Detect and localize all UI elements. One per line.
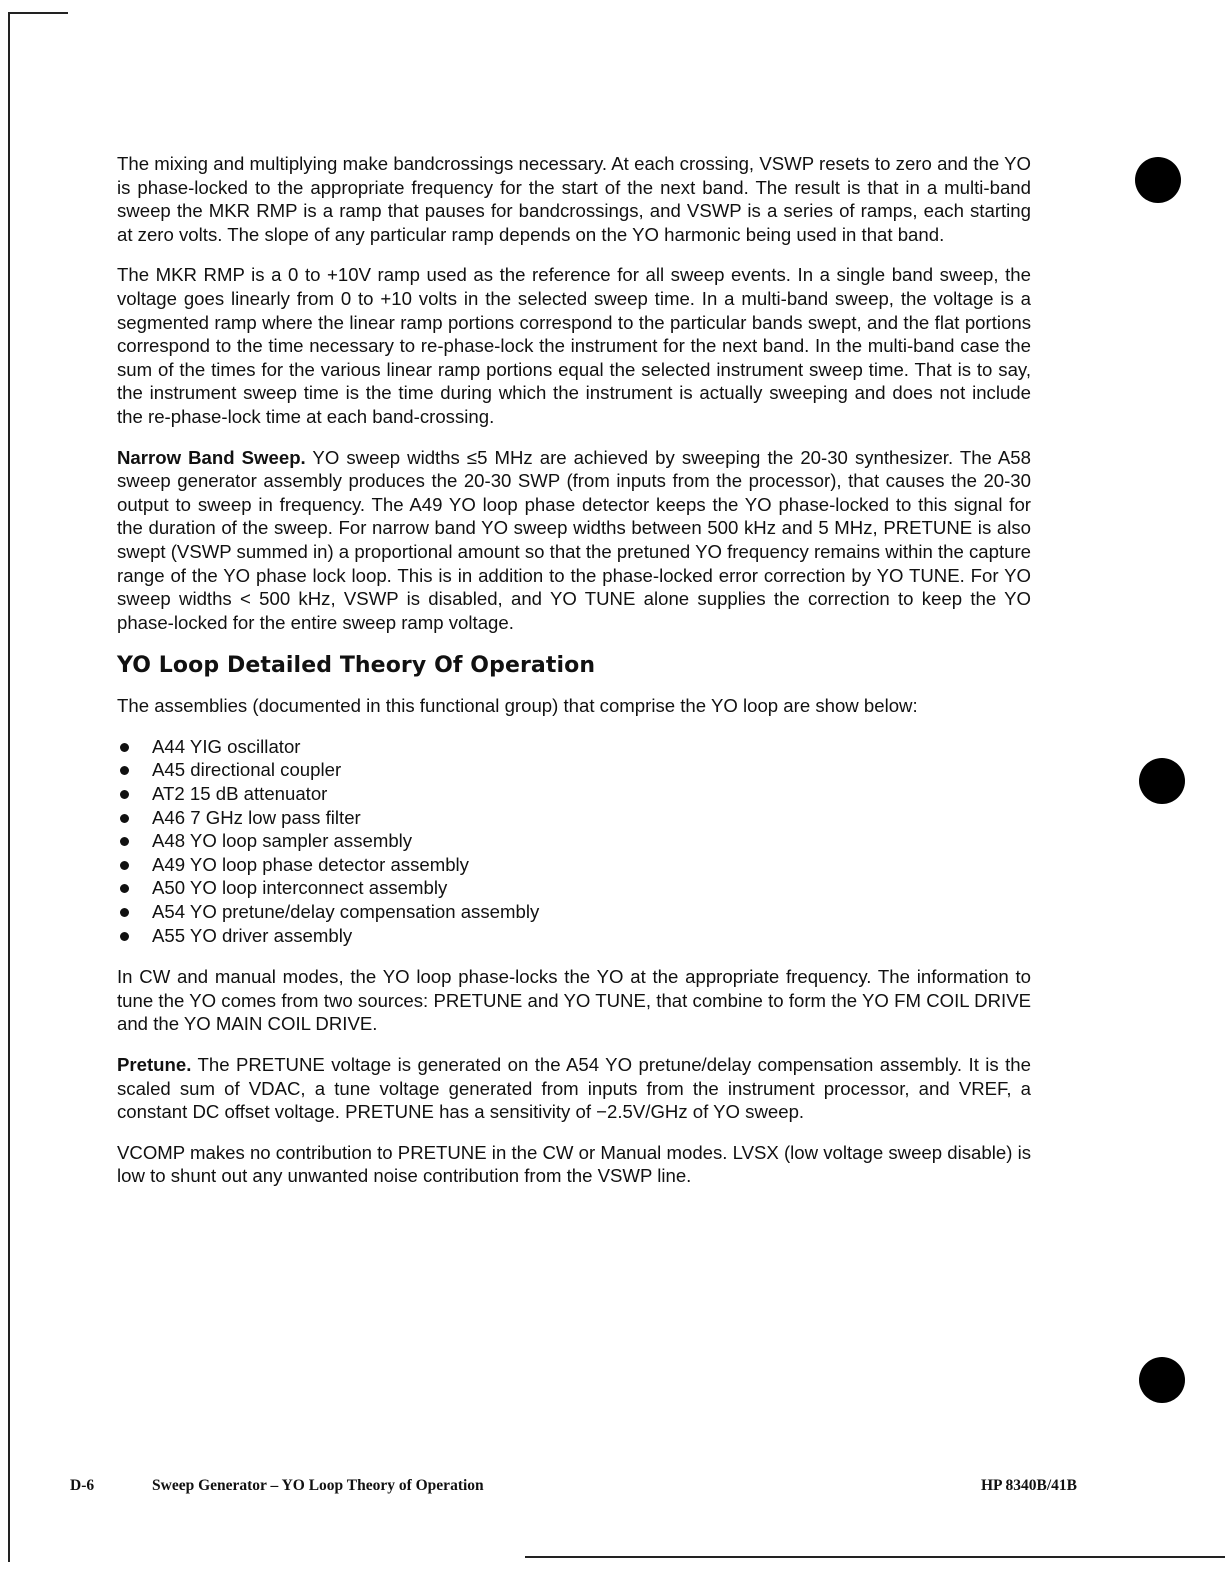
list-item-label: A50 YO loop interconnect assembly bbox=[152, 877, 448, 899]
pretune-text: The PRETUNE voltage is generated on the A54 YO pretune/delay compensation assembly. It is the scaled sum of VDAC, a tune voltage generated from inputs from the instrument processor, and VREF, a constant DC offset voltage. PRETUNE has a sensitivity of −2.5V/GHz of YO sweep. bbox=[117, 1054, 1031, 1123]
footer-model-number: HP 8340B/41B bbox=[980, 1477, 1077, 1494]
bullet-icon bbox=[120, 814, 129, 823]
bullet-icon bbox=[120, 932, 129, 941]
paragraph-bandcrossings: The mixing and multiplying make bandcrossings necessary. At each crossing, VSWP resets to zero and the YO is phase-locked to the appropriate frequency for the start of the next band. The result is that in a multi-band sweep the MKR RMP is a ramp that pauses for bandcrossings, and VSWP is a series of ramps, each starting at zero volts. The slope of any particular ramp depends on the YO harmonic being used in that band. bbox=[117, 153, 1031, 245]
bullet-icon bbox=[120, 861, 129, 870]
list-item bbox=[117, 876, 1031, 900]
list-item-label: AT2 15 dB attenuator bbox=[152, 783, 328, 805]
binder-punch-hole-middle bbox=[1139, 758, 1185, 804]
scan-corner-top-rule bbox=[8, 12, 68, 14]
list-item bbox=[117, 758, 1031, 782]
narrow-band-text: YO sweep widths ≤5 MHz are achieved by sweeping the 20-30 synthesizer. The A58 sweep generator assembly produces the 20-30 SWP (from inputs from the processor), that causes the 20-30 output to sweep in frequency. The A49 YO loop phase detector keeps the YO phase-locked to this signal for the duration of the sweep. For narrow band YO sweep widths between 500 kHz and 5 MHz, PRETUNE is also swept (VSWP summed in) a proportional amount so that the pretuned YO frequency remains within the capture range of the YO phase lock loop. This is in addition to the phase-locked error correction by YO TUNE. For YO sweep widths < 500 kHz, VSWP is disabled, and YO TUNE alone supplies the correction to keep the YO phase-locked for the entire sweep ramp voltage. bbox=[117, 446, 1031, 633]
list-item-label: A49 YO loop phase detector assembly bbox=[152, 853, 469, 875]
section-heading: YO Loop Detailed Theory Of Operation bbox=[117, 653, 596, 679]
list-item bbox=[117, 853, 1031, 877]
list-item-label: A46 7 GHz low pass filter bbox=[152, 806, 361, 828]
footer-page-number: D-6 bbox=[70, 1477, 95, 1494]
bullet-icon bbox=[120, 837, 129, 846]
paragraph-cw-manual-modes: In CW and manual modes, the YO loop phase-locks the YO at the appropriate frequency. The information to tune the YO comes from two sources: PRETUNE and YO TUNE, that combine to form the YO FM COIL DRIVE and the YO MAIN COIL DRIVE. bbox=[117, 966, 1031, 1035]
list-item bbox=[117, 735, 1031, 759]
run-in-heading-narrow-band: Narrow Band Sweep. bbox=[117, 446, 306, 468]
list-item bbox=[117, 782, 1031, 806]
bullet-icon bbox=[120, 766, 129, 775]
list-item bbox=[117, 900, 1031, 924]
scan-left-edge-rule bbox=[8, 12, 10, 1562]
paragraph-pretune bbox=[117, 1053, 1031, 1124]
run-in-heading-pretune: Pretune. bbox=[117, 1054, 192, 1075]
assembly-list bbox=[117, 735, 1031, 947]
bullet-icon bbox=[120, 790, 129, 799]
list-item-label: A54 YO pretune/delay compensation assembly bbox=[152, 901, 540, 923]
paragraph-narrow-band-sweep bbox=[117, 446, 1031, 635]
paragraph-assemblies-intro: The assemblies (documented in this functional group) that comprise the YO loop are show below: bbox=[117, 695, 918, 717]
paragraph-mkr-rmp: The MKR RMP is a 0 to +10V ramp used as the reference for all sweep events. In a single band sweep, the voltage goes linearly from 0 to +10 volts in the selected sweep time. In a multi-band sweep, the voltage is a segmented ramp where the linear ramp portions correspond to the particular bands swept, and the flat portions correspond to the time necessary to re-phase-lock the instrument for the next band. In the multi-band case the sum of the times for the various linear ramp portions equal the selected instrument sweep time. That is to say, the instrument sweep time is the time during which the instrument is actually sweeping and does not include the re-phase-lock time at each band-crossing. bbox=[117, 264, 1031, 427]
list-item bbox=[117, 829, 1031, 853]
list-item-label: A48 YO loop sampler assembly bbox=[152, 830, 413, 852]
scan-bottom-rule bbox=[525, 1556, 1225, 1558]
list-item bbox=[117, 806, 1031, 830]
binder-punch-hole-bottom bbox=[1139, 1357, 1185, 1403]
list-item bbox=[117, 924, 1031, 948]
list-item-label: A44 YIG oscillator bbox=[152, 735, 301, 757]
list-item-label: A45 directional coupler bbox=[152, 759, 342, 781]
list-item-label: A55 YO driver assembly bbox=[152, 924, 353, 946]
binder-punch-hole-top bbox=[1135, 157, 1181, 203]
footer-chapter-title: Sweep Generator – YO Loop Theory of Operation bbox=[152, 1477, 484, 1494]
bullet-icon bbox=[120, 743, 129, 752]
page-body bbox=[117, 152, 1031, 1205]
paragraph-vcomp: VCOMP makes no contribution to PRETUNE in the CW or Manual modes. LVSX (low voltage sweep disable) is low to shunt out any unwanted noise contribution from the VSWP line. bbox=[117, 1141, 1031, 1187]
bullet-icon bbox=[120, 884, 129, 893]
bullet-icon bbox=[120, 908, 129, 917]
